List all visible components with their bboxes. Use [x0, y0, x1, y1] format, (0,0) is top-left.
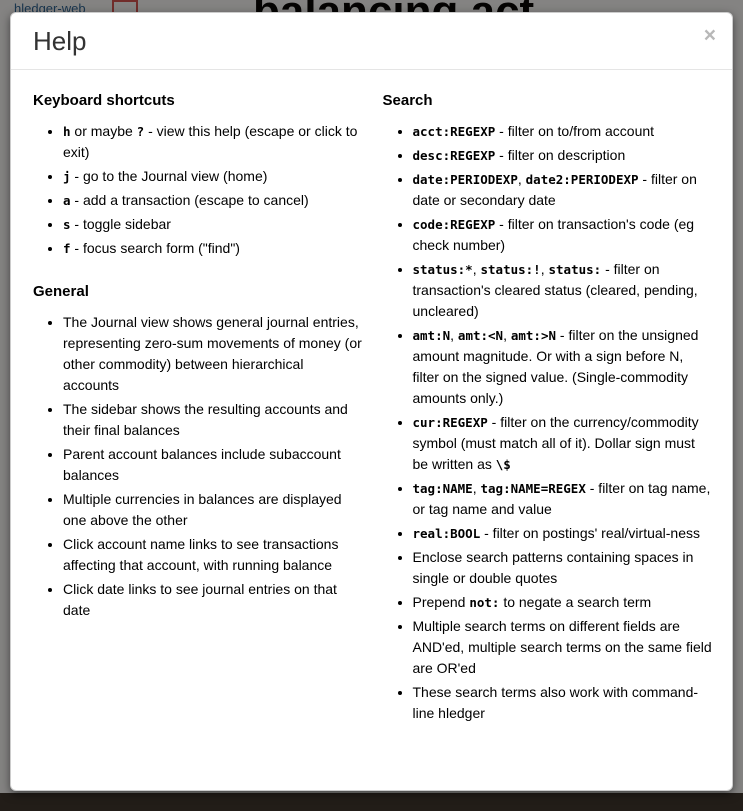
list-item: • date:PERIODEXP, date2:PERIODEXP - filter on date or secondary date [413, 169, 713, 211]
inline-code: not: [469, 595, 500, 611]
list-item: • desc:REGEXP - filter on description [413, 145, 713, 166]
search-list [383, 121, 713, 724]
inline-code: date2:PERIODEXP [525, 172, 639, 188]
list-item: • Prepend not: to negate a search term [413, 592, 713, 613]
list-item: • Click account name links to see transactions affecting that account, with running balance [63, 534, 363, 576]
inline-code: status:* [412, 262, 473, 278]
inline-code: status: [548, 262, 602, 278]
list-item: • The sidebar shows the resulting accounts and their final balances [63, 399, 363, 441]
inline-code: tag:NAME=REGEX [480, 481, 586, 497]
list-item: • Multiple search terms on different fields are AND'ed, multiple search terms on the same field are OR'ed [413, 616, 713, 679]
list-item: • amt:N, amt:<N, amt:>N - filter on the unsigned amount magnitude. Or with a sign before N, filter on the signed value. (Single-commodity amounts only.) [413, 325, 713, 409]
inline-code: a [63, 193, 71, 209]
help-modal [10, 12, 733, 791]
help-right-column [383, 92, 713, 780]
inline-code: date:PERIODEXP [412, 172, 518, 188]
inline-code: acct:REGEXP [412, 124, 496, 140]
help-left-column [33, 92, 363, 780]
list-item: • a - add a transaction (escape to cancel) [63, 190, 363, 211]
list-item: • The Journal view shows general journal entries, representing zero-sum movements of money (or other commodity) between hierarchical accounts [63, 312, 363, 396]
inline-code: amt:<N [457, 328, 504, 344]
inline-code: status:! [480, 262, 541, 278]
list-item: • These search terms also work with command-line hledger [413, 682, 713, 724]
list-item: • real:BOOL - filter on postings' real/virtual-ness [413, 523, 713, 544]
list-item: • status:*, status:!, status: - filter on transaction's cleared status (cleared, pending, uncleared) [413, 259, 713, 322]
list-item: • h or maybe ? - view this help (escape or click to exit) [63, 121, 363, 163]
general-list [33, 312, 363, 621]
modal-header [11, 13, 732, 70]
list-item: • Click date links to see journal entries on that date [63, 579, 363, 621]
inline-code: h [63, 124, 71, 140]
list-item: • Enclose search patterns containing spaces in single or double quotes [413, 547, 713, 589]
inline-code: amt:>N [510, 328, 557, 344]
inline-code: tag:NAME [412, 481, 473, 497]
modal-title: Help [33, 26, 87, 56]
inline-code: j [63, 169, 71, 185]
inline-code: ? [136, 124, 145, 140]
list-item: • tag:NAME, tag:NAME=REGEX - filter on tag name, or tag name and value [413, 478, 713, 520]
list-item: • f - focus search form ("find") [63, 238, 363, 259]
section-heading-general: General [33, 283, 89, 301]
list-item: • acct:REGEXP - filter on to/from account [413, 121, 713, 142]
inline-code: f [63, 241, 71, 257]
list-item: • s - toggle sidebar [63, 214, 363, 235]
list-item: • Parent account balances include subaccount balances [63, 444, 363, 486]
list-item: • Multiple currencies in balances are displayed one above the other [63, 489, 363, 531]
list-item: • j - go to the Journal view (home) [63, 166, 363, 187]
inline-code: \$ [495, 457, 511, 473]
keyboard-shortcuts-list [33, 121, 363, 259]
inline-code: real:BOOL [412, 526, 481, 542]
list-item: • cur:REGEXP - filter on the currency/commodity symbol (must match all of it). Dollar sign must be written as \$ [413, 412, 713, 475]
inline-code: cur:REGEXP [412, 415, 488, 431]
list-item: • code:REGEXP - filter on transaction's code (eg check number) [413, 214, 713, 256]
close-icon[interactable]: × [703, 24, 716, 47]
inline-code: code:REGEXP [412, 217, 496, 233]
modal-body [11, 70, 732, 790]
section-heading-keyboard-shortcuts: Keyboard shortcuts [33, 92, 175, 110]
inline-code: desc:REGEXP [412, 148, 496, 164]
inline-code: s [63, 217, 71, 233]
inline-code: amt:N [412, 328, 451, 344]
section-heading-search: Search [382, 92, 433, 110]
